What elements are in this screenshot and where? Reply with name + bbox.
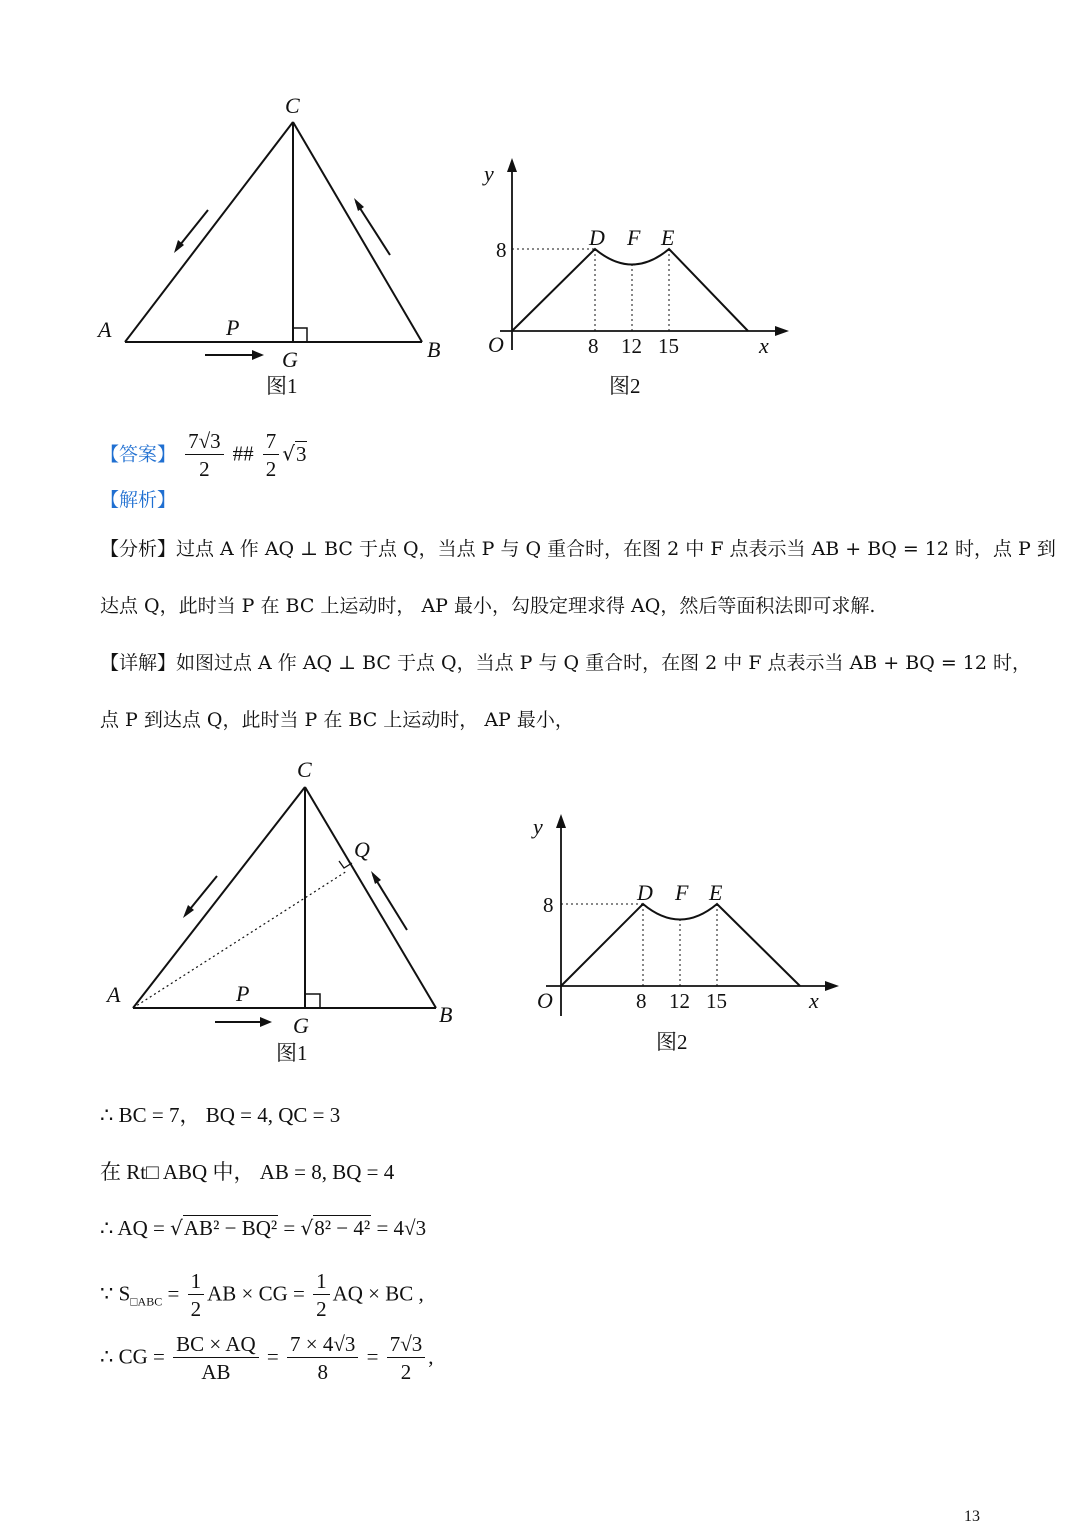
solution-step-2: 在 Rt□ ABQ 中， AB = 8, BQ = 4 [100,1160,395,1184]
tick-x15: 15 [706,989,727,1013]
tick-y8: 8 [543,893,554,917]
radicand-1: AB² − BQ² [183,1216,278,1240]
label-F: F [627,225,641,250]
label-A: A [98,317,112,342]
label-Q: Q [354,837,370,862]
label-O: O [488,332,504,357]
x-axis-arrow [825,981,839,991]
label-B: B [427,337,441,362]
label-y: y [484,161,494,186]
label-P: P [236,981,250,1006]
answer-line: 【答案】 $\frac{7√3}{2}$ ## $\frac{7}{2}$ √3 [100,429,307,481]
tick-y8: 8 [496,238,507,262]
xiangjie-line-2: 点 P 到达点 Q，此时当 P 在 BC 上运动时， AP 最小， [100,709,574,731]
area-subscript: □ABC [130,1294,163,1309]
label-C: C [297,757,312,782]
label-F: F [675,880,689,905]
label-E: E [661,225,675,250]
solution-step-3: ∴ AQ = √AB² − BQ² = √8² − 4² = 4√3 [100,1216,427,1240]
label-E: E [709,880,723,905]
tick-x8: 8 [588,334,599,358]
figure-caption: 图1 [276,1041,308,1065]
tick-x15: 15 [658,334,679,358]
label-y: y [533,814,543,839]
tick-x12: 12 [669,989,690,1013]
solution-step-1: ∴ BC = 7， BQ = 4, QC = 3 [100,1103,341,1127]
xiangjie-line-1: 【详解】如图过点 A 作 AQ ⊥ BC 于点 Q，当点 P 与 Q 重合时，在图 2 中 F 点表示当 AB + BQ = 12 时， [100,652,1032,674]
label-G: G [293,1013,309,1038]
page-number: 13 [964,1508,980,1525]
label-G: G [282,347,298,372]
answer-fraction-1: $\frac{7√3}{2}$ [185,428,224,483]
tick-x8: 8 [636,989,647,1013]
answer-fraction-2: $\frac{7}{2}$ [263,428,280,483]
label-B: B [439,1002,453,1027]
label-C: C [285,93,300,118]
analysis-tag: 【解析】 [100,489,177,511]
answer-separator: ## [232,441,254,466]
solution-step-5: ∴ CG = $\frac{BC \times AQ}{AB}$ = $\frac{7 \times 4√3}{8}$ = $\frac{7√3}{2}$ , [100,1332,434,1384]
label-A: A [107,982,121,1007]
figure-caption: 图2 [609,374,641,398]
label-P: P [226,315,240,340]
figure-caption: 图2 [656,1030,688,1054]
radicand-2: 8² − 4² [314,1216,371,1240]
fenxi-line-2: 达点 Q，此时当 P 在 BC 上运动时， AP 最小，勾股定理求得 AQ，然后等面积法即可求解. [100,595,876,617]
solution-step-4: ∵ $S_{□ABC}$ = $\frac{1}{2}$ AB × CG = $\frac{1}{2}$ AQ × BC , [100,1269,424,1321]
y-axis-arrow [556,814,566,828]
label-D: D [589,225,605,250]
label-x: x [759,333,769,358]
label-D: D [637,880,653,905]
label-O: O [537,988,553,1013]
tick-x12: 12 [621,334,642,358]
label-x: x [809,988,819,1013]
answer-radicand: 3 [295,441,307,466]
result: = 4√3 [376,1216,427,1240]
answer-tag: 【答案】 [100,443,177,466]
figure-caption: 图1 [266,374,298,398]
fenxi-line-1: 【分析】过点 A 作 AQ ⊥ BC 于点 Q，当点 P 与 Q 重合时，在图 2 中 F 点表示当 AB + BQ = 12 时，点 P 到 [100,538,1056,560]
